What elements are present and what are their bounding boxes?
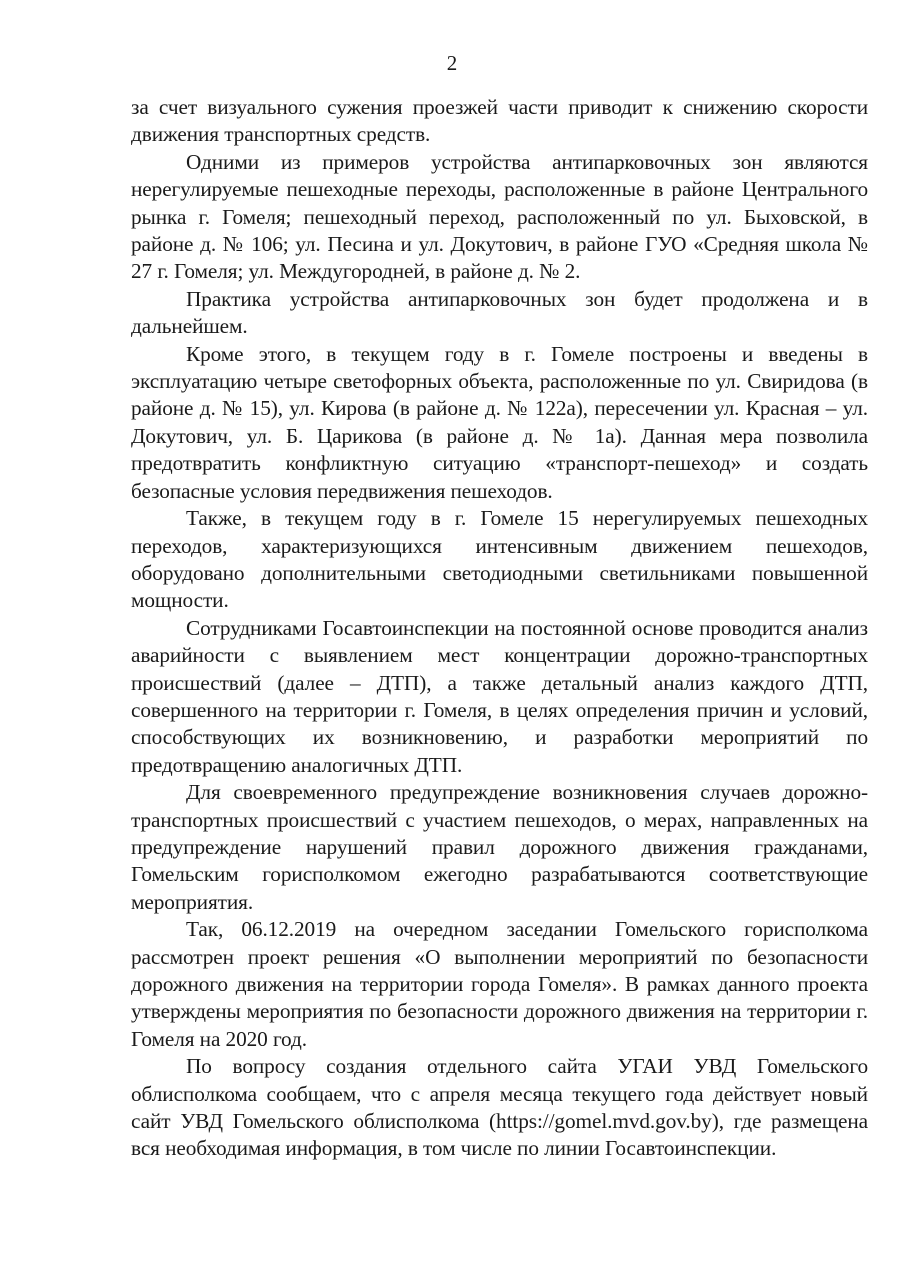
paragraph-accident-analysis: Сотрудниками Госавтоинспекции на постоянной основе проводится анализ аварийности с выявлением мест концентрации дорожно-транспортных происшествий (далее – ДТП), а также детальный анализ каждого ДТП, совершенного на территории г. Гомеля, в целях определения причин и условий, способствующих их возникновению, и разработки мероприятий по предотвращению аналогичных ДТП.	[131, 615, 868, 777]
page-number: 2	[446, 51, 458, 75]
paragraph-traffic-lights: Кроме этого, в текущем году в г. Гомеле построены и введены в эксплуатацию четыре светофорных объекта, расположенные по ул. Свиридова (в районе д. № 15), ул. Кирова (в районе д. № 122а), пересечении ул. Красная – ул. Докутович, ул. Б. Царикова (в районе д. № 1а). Данная мера позволила предотвратить конфликтную ситуацию «транспорт-пешеход» и создать безопасные условия передвижения пешеходов.	[131, 341, 868, 503]
paragraph-antiparking-examples: Одними из примеров устройства антипарковочных зон являются нерегулируемые пешеходные переходы, расположенные в районе Центрального рынка г. Гомеля; пешеходный переход, расположенный по ул. Быховской, в районе д. № 106; ул. Песина и ул. Докутович, в районе ГУО «Средняя школа № 27 г. Гомеля; ул. Междугородней, в районе д. № 2.	[131, 149, 868, 284]
paragraph-annual-measures: Для своевременного предупреждение возникновения случаев дорожно-транспортных происшествий с участием пешеходов, о мерах, направленных на предупреждение нарушений правил дорожного движения гражданами, Гомельским горисполкомом ежегодно разрабатываются соответствующие мероприятия.	[131, 780, 868, 914]
paragraph-continuation: за счет визуального сужения проезжей части приводит к снижению скорости движения транспортных средств.	[131, 95, 868, 147]
paragraph-practice-continued: Практика устройства антипарковочных зон будет продолжена и в дальнейшем.	[131, 286, 868, 339]
paragraph-website: По вопросу создания отдельного сайта УГАИ УВД Гомельского облисполкома сообщаем, что с апреля месяца текущего года действует новый сайт УВД Гомельского облисполкома (https://gomel.mvd.gov.by), где размещена вся необходимая информация, в том числе по линии Госавтоинспекции.	[131, 1054, 868, 1161]
document-body	[131, 94, 868, 1163]
paragraph-council-decision: Так, 06.12.2019 на очередном заседании Гомельского горисполкома рассмотрен проект решения «О выполнении мероприятий по безопасности дорожного движения на территории города Гомеля». В рамках данного проекта утверждены мероприятия по безопасности дорожного движения на территории г. Гомеля на 2020 год.	[131, 917, 868, 1051]
paragraph-led-lighting: Также, в текущем году в г. Гомеле 15 нерегулируемых пешеходных переходов, характеризующихся интенсивным движением пешеходов, оборудовано дополнительными светодиодными светильниками повышенной мощности.	[131, 506, 868, 613]
